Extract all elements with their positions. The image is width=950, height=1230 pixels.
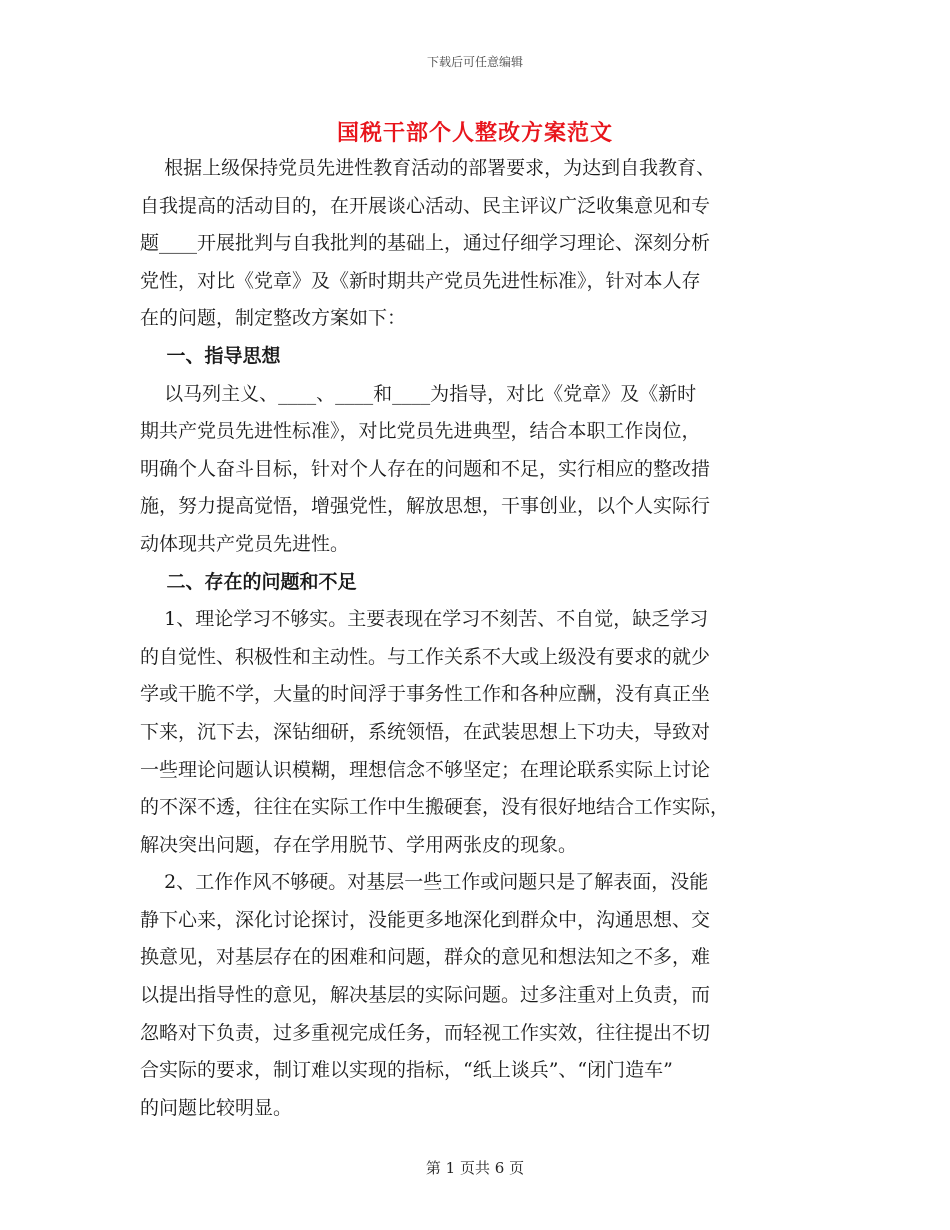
paragraph-line: 期共产党员先进性标准》，对比党员先进典型，结合本职工作岗位，: [140, 420, 701, 443]
paragraph-line: 1、理论学习不够实。主要表现在学习不刻苦、不自觉，缺乏学习: [140, 608, 709, 631]
paragraph-line: 以提出指导性的意见，解决基层的实际问题。过多注重对上负责，而: [140, 984, 711, 1007]
paragraph-line: 忽略对下负责，过多重视完成任务，而轻视工作实效，往往提出不切: [140, 1021, 711, 1044]
document-title: 国税干部个人整改方案范文: [336, 120, 613, 146]
paragraph-line: 的自觉性、积极性和主动性。与工作关系不大或上级没有要求的就少: [140, 645, 711, 668]
paragraph-line: 的问题比较明显。: [140, 1096, 293, 1119]
paragraph-line: 静下心来，深化讨论探讨，没能更多地深化到群众中，沟通思想、交: [140, 908, 711, 931]
paragraph-line: 换意见，对基层存在的困难和问题，群众的意见和想法知之不多，难: [140, 946, 711, 969]
paragraph-line: 一些理论问题认识模糊，理想信念不够坚定；在理论联系实际上讨论: [140, 758, 711, 781]
paragraph-line: 的不深不透，往往在实际工作中生搬硬套，没有很好地结合工作实际，: [140, 796, 730, 819]
section-heading: 二、存在的问题和不足: [140, 570, 357, 593]
paragraph-line: 以马列主义、____、____和____为指导，对比《党章》及《新时: [140, 382, 697, 405]
paragraph-line: 学或干脆不学，大量的时间浮于事务性工作和各种应酬，没有真正坐: [140, 683, 711, 706]
paragraph-line: 在的问题，制定整改方案如下：: [140, 307, 407, 330]
document-body: [140, 150, 820, 1127]
paragraph-line: 动体现共产党员先进性。: [140, 532, 350, 555]
paragraph-line: 自我提高的活动目的，在开展谈心活动、民主评议广泛收集意见和专: [140, 194, 711, 217]
section-heading: 一、指导思想: [140, 344, 281, 367]
paragraph-line: 根据上级保持党员先进性教育活动的部署要求，为达到自我教育、: [140, 157, 716, 179]
paragraph-line: 明确个人奋斗目标，针对个人存在的问题和不足，实行相应的整改措: [140, 457, 711, 480]
paragraph-line: 题____开展批判与自我批判的基础上，通过仔细学习理论、深刻分析: [140, 232, 711, 255]
paragraph-line: 下来，沉下去，深钻细研，系统领悟，在武装思想上下功夫，导致对: [140, 720, 711, 743]
paragraph-line: 党性，对比《党章》及《新时期共产党员先进性标准》，针对本人存: [140, 269, 701, 292]
paragraph-line: 2、工作作风不够硬。对基层一些工作或问题只是了解表面，没能: [140, 871, 709, 894]
paragraph-line: 合实际的要求，制订难以实现的指标，“纸上谈兵”、“闭门造车”: [140, 1059, 673, 1082]
paragraph-line: 解决突出问题，存在学用脱节、学用两张皮的现象。: [140, 833, 578, 856]
page-header: 下载后可任意编辑: [426, 55, 523, 69]
page-footer: 第 1 页共 6 页: [425, 1159, 525, 1177]
paragraph-line: 施，努力提高觉悟，增强党性，解放思想，干事创业，以个人实际行: [140, 495, 711, 518]
